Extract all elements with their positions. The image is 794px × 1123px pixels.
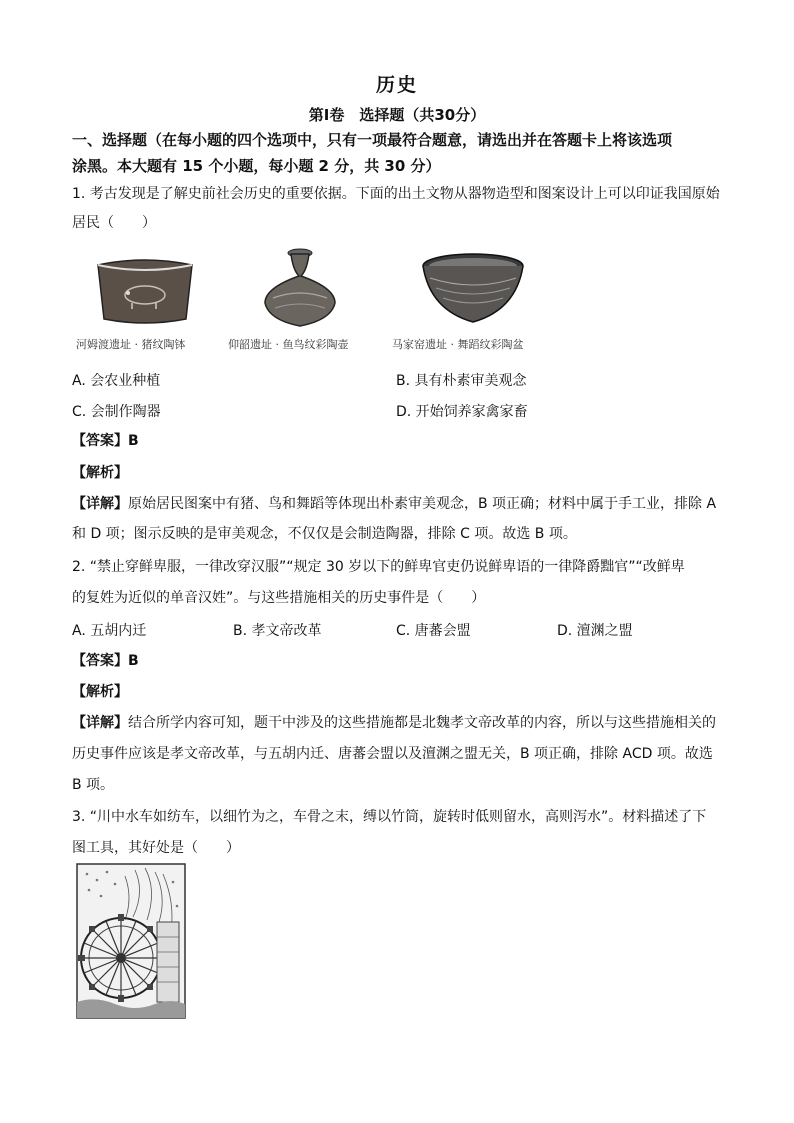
q2-option-c: C. 唐蕃会盟 xyxy=(396,623,471,639)
q1-detail-label: 【详解】 xyxy=(72,496,128,512)
q2-stem-line1: 2. “禁止穿鲜卑服，一律改穿汉服”“规定 30 岁以下的鲜卑官吏仍说鲜卑语的一律降爵黜官”“改鲜卑 xyxy=(72,559,685,575)
q2-option-d: D. 澶渊之盟 xyxy=(557,623,633,639)
caption-dancing-basin: 马家窑遗址 · 舞蹈纹彩陶盆 xyxy=(392,338,524,351)
q2-analysis-label: 【解析】 xyxy=(72,684,128,700)
q1-option-a: A. 会农业种植 xyxy=(72,373,161,389)
section-subtitle: 第Ⅰ卷 选择题（共30分） xyxy=(308,106,486,124)
bamboo-waterwheel-image xyxy=(75,862,187,1020)
q1-detail-line1 xyxy=(72,494,732,514)
q1-stem-line1: 1. 考古发现是了解史前社会历史的重要依据。下面的出土文物从器物造型和图案设计上可以印证我国原始 xyxy=(72,186,720,202)
q2-detail-line3: B 项。 xyxy=(72,777,115,793)
q1-detail-text1: 原始居民图案中有猪、鸟和舞蹈等体现出朴素审美观念，B 项正确；材料中属于手工业，排除 A xyxy=(128,496,717,512)
caption-fish-bird-pot: 仰韶遗址 · 鱼鸟纹彩陶壶 xyxy=(228,338,349,351)
dancing-pattern-basin-image xyxy=(418,252,528,330)
q2-detail-line2: 历史事件应该是孝文帝改革，与五胡内迁、唐蕃会盟以及澶渊之盟无关，B 项正确，排除 ACD 项。故选 xyxy=(72,746,713,762)
q3-stem-line2: 图工具，其好处是（ ） xyxy=(72,840,240,856)
section-instructions-line2: 涂黑。本大题有 15 个小题，每小题 2 分，共 30 分） xyxy=(72,157,441,175)
q1-stem-line2: 居民（ ） xyxy=(72,215,156,231)
page-title: 历史 xyxy=(375,74,418,96)
q1-analysis-label: 【解析】 xyxy=(72,465,128,481)
fish-bird-pot-image xyxy=(255,248,345,333)
q1-option-b: B. 具有朴素审美观念 xyxy=(396,373,527,389)
q2-option-a: A. 五胡内迁 xyxy=(72,623,147,639)
q2-stem-line2: 的复姓为近似的单音汉姓”。与这些措施相关的历史事件是（ ） xyxy=(72,590,486,606)
q3-stem-line1: 3. “川中水车如纺车，以细竹为之，车骨之末，缚以竹筒，旋转时低则留水，高则泻水”。材料描述了下 xyxy=(72,809,707,825)
q2-detail-line1 xyxy=(72,713,732,733)
q2-option-b: B. 孝文帝改革 xyxy=(233,623,322,639)
q2-detail-label: 【详解】 xyxy=(72,715,128,731)
q1-detail-line2: 和 D 项；图示反映的是审美观念，不仅仅是会制造陶器，排除 C 项。故选 B 项。 xyxy=(72,526,577,542)
caption-pig-bowl: 河姆渡遗址 · 猪纹陶钵 xyxy=(76,338,186,351)
q1-option-c: C. 会制作陶器 xyxy=(72,404,161,420)
q2-detail-text1: 结合所学内容可知，题干中涉及的这些措施都是北魏孝文帝改革的内容，所以与这些措施相关的 xyxy=(128,715,716,731)
q1-answer: 【答案】B xyxy=(72,433,139,449)
pig-pattern-bowl-image xyxy=(90,255,200,330)
section-instructions-line1: 一、选择题（在每小题的四个选项中，只有一项最符合题意，请选出并在答题卡上将该选项 xyxy=(72,131,673,149)
q2-answer: 【答案】B xyxy=(72,653,139,669)
q1-option-d: D. 开始饲养家禽家畜 xyxy=(396,404,528,420)
